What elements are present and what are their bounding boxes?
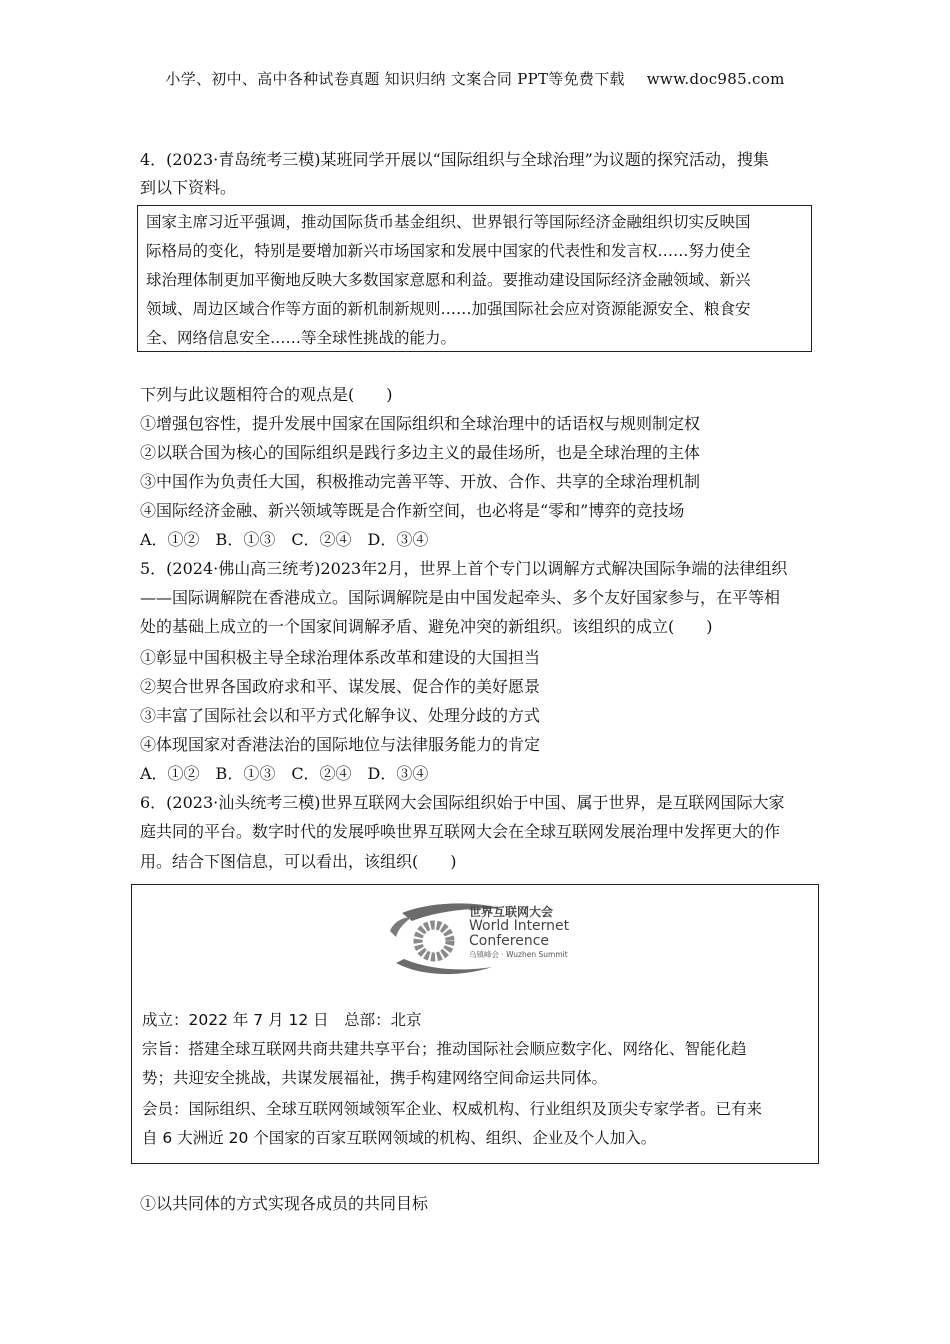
q4-option-4: ④国际经济金融、新兴领域等既是合作新空间，也必将是“零和”博弈的竞技场 bbox=[140, 501, 685, 520]
q4-material-line: 球治理体制更加平衡地反映大多数国家意愿和利益。要推动建设国际经济金融领域、新兴 bbox=[146, 271, 751, 289]
q5-stem-line-1: 5．(2024·佛山高三统考)2023年2月，世界上首个专门以调解方式解决国际争端的法律组织 bbox=[140, 559, 788, 578]
logo-sub: 乌镇峰会 · Wuzhen Summit bbox=[469, 950, 568, 959]
page-header bbox=[0, 68, 950, 89]
q4-option-2: ②以联合国为核心的国际组织是践行多边主义的最佳场所，也是全球治理的主体 bbox=[140, 443, 701, 462]
q4-option-3: ③中国作为负责任大国，积极推动完善平等、开放、合作、共享的全球治理机制 bbox=[140, 472, 701, 491]
q5-option-4: ④体现国家对香港法治的国际地位与法律服务能力的肯定 bbox=[140, 735, 541, 754]
logo-cn: 世界互联网大会 bbox=[469, 905, 554, 919]
q5-option-2: ②契合世界各国政府求和平、谋发展、促合作的美好愿景 bbox=[140, 677, 541, 696]
q6-stem-line-1: 6．(2023·汕头统考三模)世界互联网大会国际组织始于中国、属于世界，是互联网国际大家 bbox=[140, 793, 785, 812]
q5-stem-line-2: ——国际调解院在香港成立。国际调解院是由中国发起牵头、多个友好国家参与，在平等相 bbox=[140, 588, 781, 607]
q4-material-line: 际格局的变化，特别是要增加新兴市场国家和发展中国家的代表性和发言权……努力使全 bbox=[146, 242, 751, 260]
q4-material-box bbox=[137, 205, 812, 352]
wic-logo-text bbox=[469, 905, 569, 961]
q5-choices: A．①② B．①③ C．②④ D．③④ bbox=[140, 764, 429, 783]
q6-info-line: 会员：国际组织、全球互联网领域领军企业、权威机构、行业组织及顶尖专家学者。已有来 bbox=[142, 1100, 763, 1118]
q6-info-box bbox=[131, 884, 819, 1164]
q6-info-line: 势；共迎安全挑战，共谋发展福祉，携手构建网络空间命运共同体。 bbox=[142, 1069, 608, 1087]
q4-question: 下列与此议题相符合的观点是( ) bbox=[140, 385, 393, 404]
header-site: www.doc985.com bbox=[646, 70, 785, 88]
q6-stem-line-2: 庭共同的平台。数字时代的发展呼唤世界互联网大会在全球互联网发展治理中发挥更大的作 bbox=[140, 822, 781, 841]
logo-en-line-2: Conference bbox=[469, 933, 550, 949]
q6-stem-line-3: 用。结合下图信息，可以看出，该组织( ) bbox=[140, 852, 457, 871]
q5-option-3: ③丰富了国际社会以和平方式化解争议、处理分歧的方式 bbox=[140, 706, 541, 725]
logo-en-line-1: World Internet bbox=[469, 918, 570, 934]
q5-stem-line-3: 处的基础上成立的一个国家间调解矛盾、避免冲突的新组织。该组织的成立( ) bbox=[140, 617, 713, 636]
q4-material-line: 领域、周边区域合作等方面的新机制新规则……加强国际社会应对资源能源安全、粮食安 bbox=[146, 300, 751, 318]
header-text: 小学、初中、高中各种试卷真题 知识归纳 文案合同 PPT等免费下载 bbox=[165, 70, 625, 88]
q4-stem-line-1: 4．(2023·青岛统考三模)某班同学开展以“国际组织与全球治理”为议题的探究活动，搜集 bbox=[140, 150, 769, 169]
q4-option-1: ①增强包容性，提升发展中国家在国际组织和全球治理中的话语权与规则制定权 bbox=[140, 414, 701, 433]
q6-info-line: 宗旨：搭建全球互联网共商共建共享平台；推动国际社会顺应数字化、网络化、智能化趋 bbox=[142, 1040, 747, 1058]
q4-material-line: 全、网络信息安全……等全球性挑战的能力。 bbox=[146, 329, 457, 347]
q4-choices: A．①② B．①③ C．②④ D．③④ bbox=[140, 530, 429, 549]
q6-option-1: ①以共同体的方式实现各成员的共同目标 bbox=[140, 1194, 429, 1213]
q4-stem-line-2: 到以下资料。 bbox=[140, 178, 237, 197]
q6-info-line: 自 6 大洲近 20 个国家的百家互联网领域的机构、组织、企业及个人加入。 bbox=[142, 1129, 657, 1147]
q5-option-1: ①彰显中国积极主导全球治理体系改革和建设的大国担当 bbox=[140, 648, 541, 667]
q6-info-line: 成立：2022 年 7 月 12 日 总部：北京 bbox=[142, 1011, 422, 1029]
q4-material-line: 国家主席习近平强调，推动国际货币基金组织、世界银行等国际经济金融组织切实反映国 bbox=[146, 213, 751, 231]
